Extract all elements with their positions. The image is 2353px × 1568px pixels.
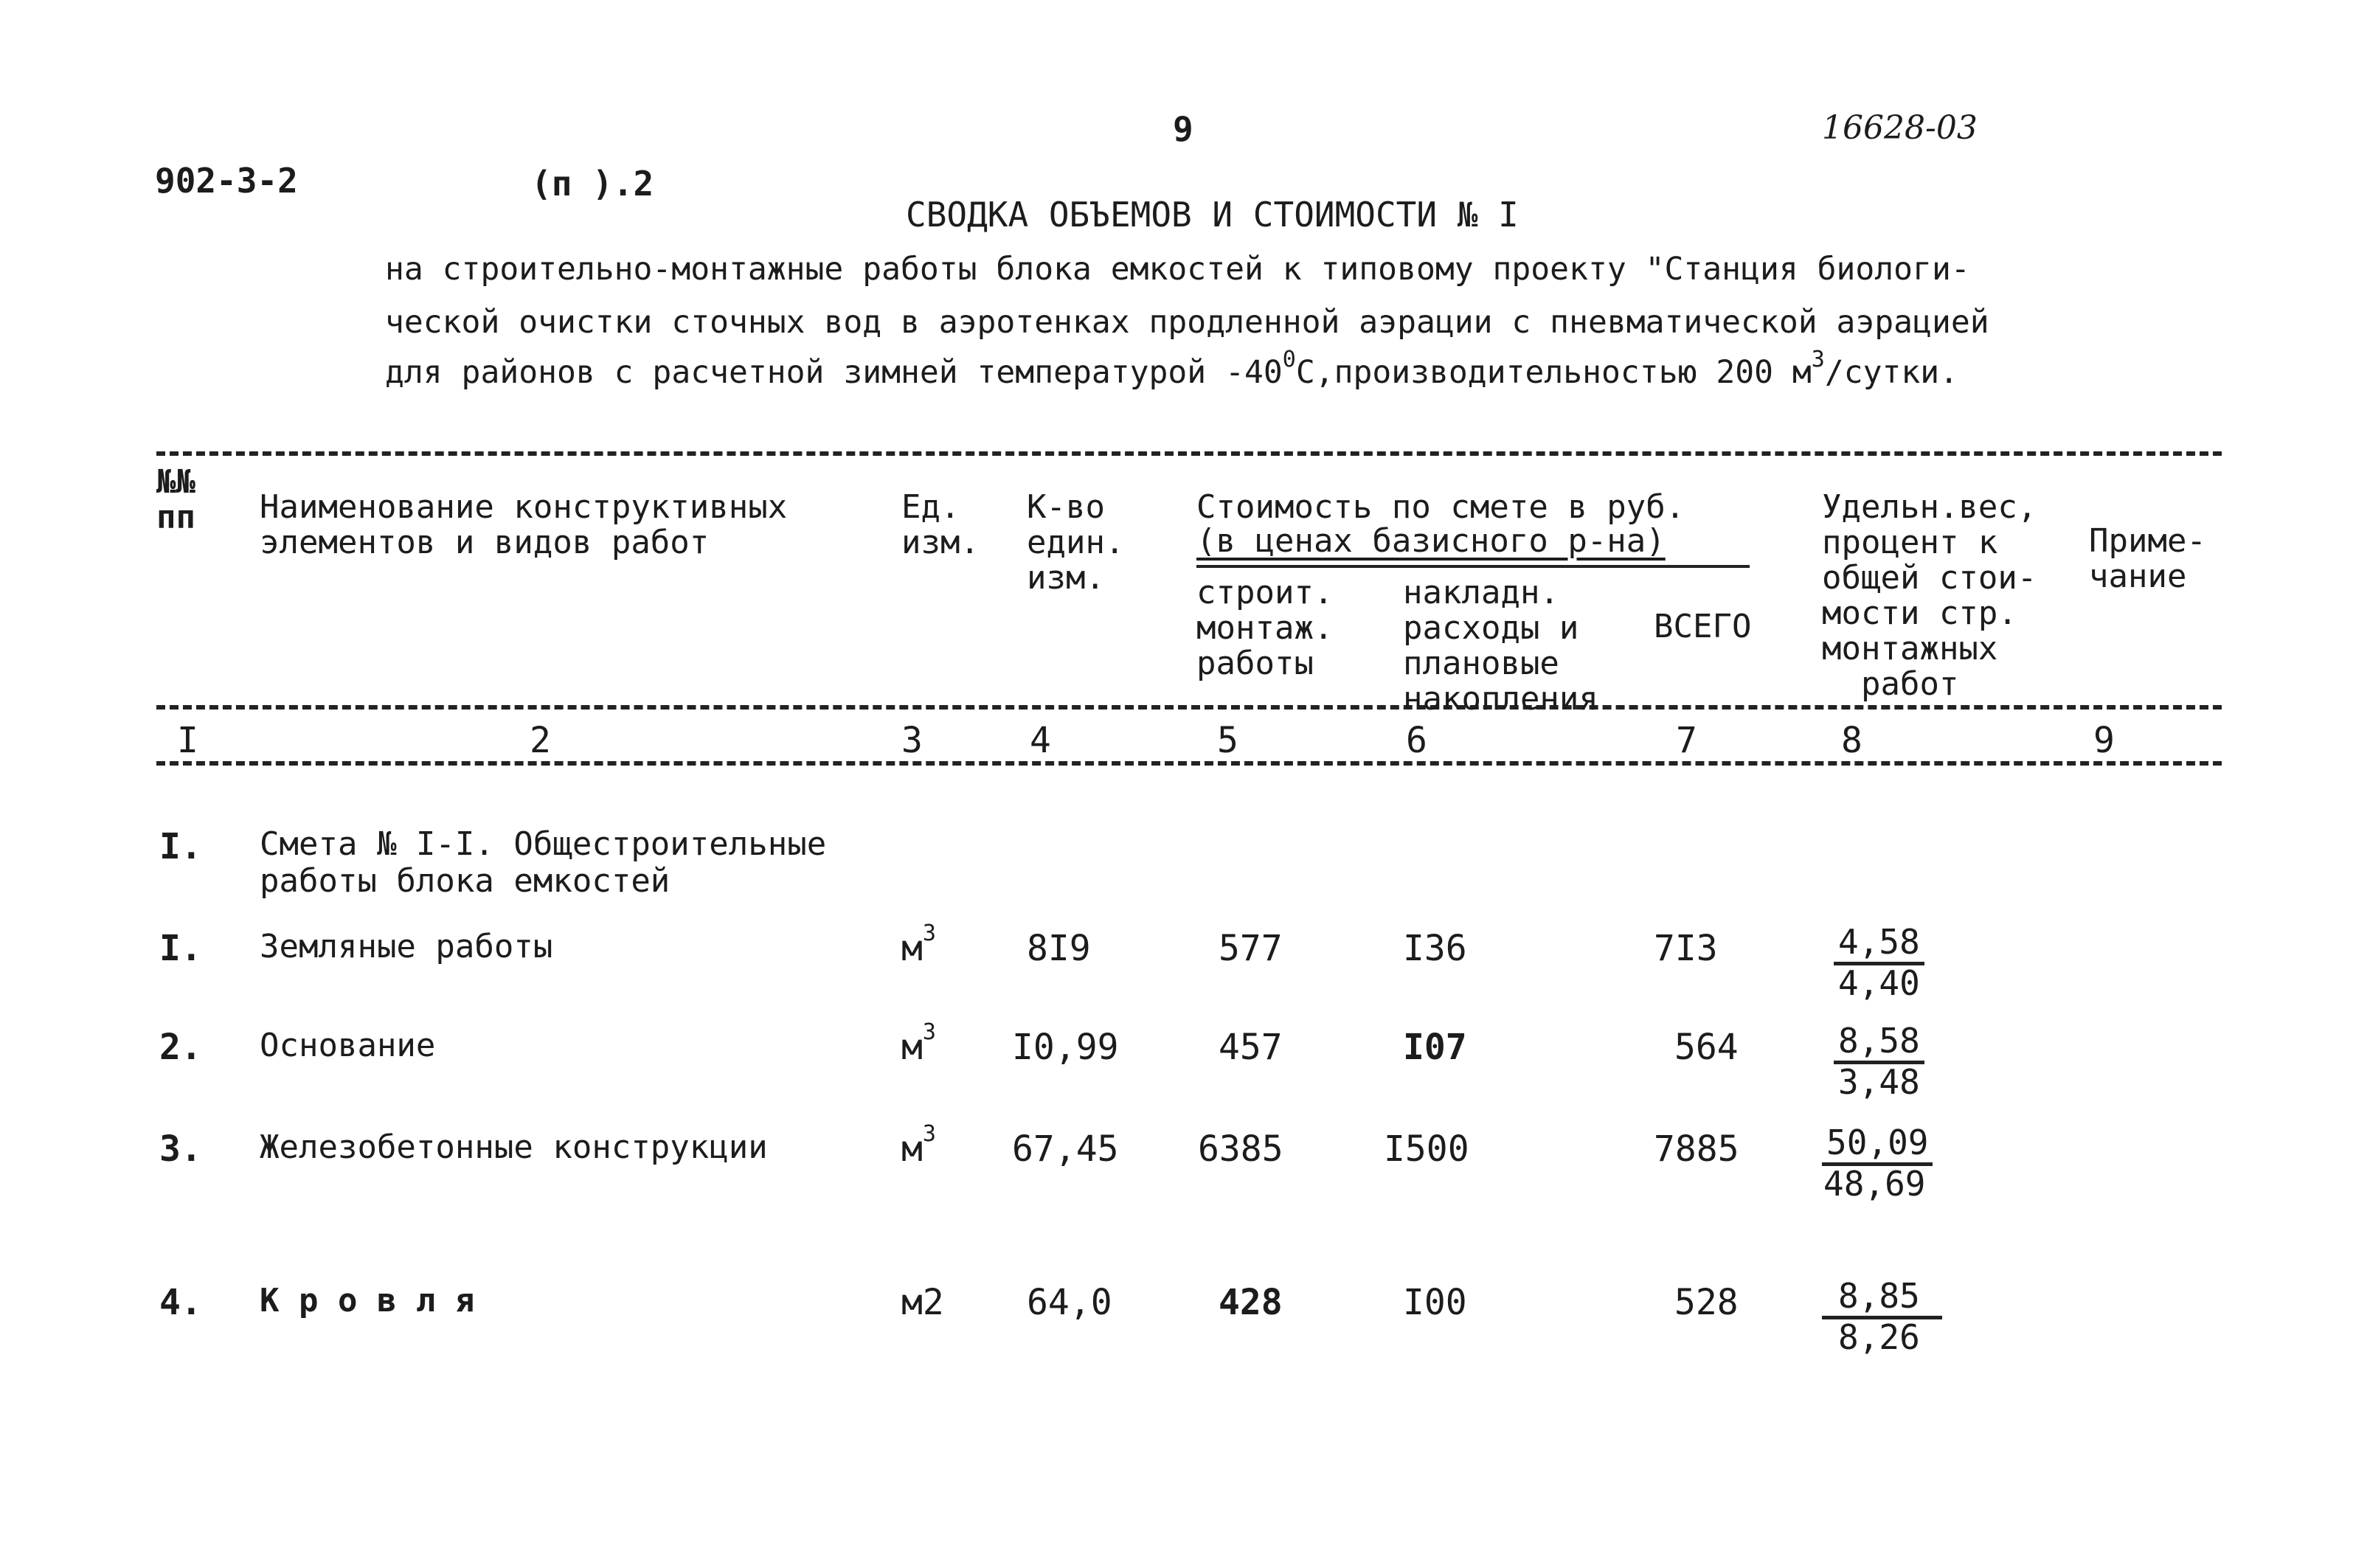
row-total: 7885 — [1654, 1128, 1739, 1170]
row-share-top: 8,85 — [1822, 1276, 1942, 1319]
title-line-1: на строительно-монтажные работы блока емкостей к типовому проекту "Станция биологи- — [385, 251, 1970, 288]
column-number-7: 7 — [1676, 720, 1697, 761]
col-header-cost-group: Стоимость по смете в руб. — [1196, 488, 1685, 526]
row-share-bottom: 4,40 — [1838, 963, 1920, 1003]
column-number-1: I — [177, 720, 198, 761]
title-line-2: ческой очистки сточных вод в аэротенках продленной аэрации с пневматической аэрацией — [385, 304, 1989, 341]
row-quantity: 64,0 — [1027, 1282, 1112, 1323]
row-unit: м2 — [901, 1282, 944, 1323]
document-title: СВОДКА ОБЪЕМОВ И СТОИМОСТИ № I — [906, 195, 1519, 235]
column-number-9: 9 — [2093, 720, 2115, 761]
title-line-3: для районов с расчетной зимней температурой $-40^0С,производительностью$ 200 $м^3$/сутки. — [385, 347, 1959, 391]
row-share-bottom: 3,48 — [1838, 1062, 1920, 1102]
row-overhead: I07 — [1403, 1027, 1467, 1068]
column-number-2: 2 — [530, 720, 551, 761]
row-share-bottom: 8,26 — [1838, 1317, 1920, 1357]
row-overhead: I500 — [1384, 1128, 1469, 1170]
col-header-name: Наименование конструктивных элементов и видов работ — [260, 488, 788, 561]
col-header-quantity: К-во един. изм. — [1027, 488, 1125, 597]
row-share-top: 50,09 — [1822, 1123, 1933, 1166]
page-number: 9 — [1173, 109, 1193, 149]
row-number: I. — [159, 928, 202, 969]
row-quantity: I0,99 — [1012, 1027, 1119, 1068]
col-header-overhead: накладн. расходы и плановые накопления — [1403, 574, 1598, 718]
column-number-4: 4 — [1030, 720, 1051, 761]
col-header-total: ВСЕГО — [1654, 608, 1752, 645]
row-total: 7I3 — [1654, 928, 1718, 969]
row-quantity: 67,45 — [1012, 1128, 1119, 1170]
row-smr-cost: 577 — [1219, 928, 1283, 969]
section-number: I. — [159, 826, 202, 867]
project-code: 902-3-2 — [155, 161, 298, 201]
row-name: Земляные работы — [260, 928, 553, 965]
row-share-top: 4,58 — [1834, 922, 1924, 965]
column-number-8: 8 — [1841, 720, 1862, 761]
row-number: 2. — [159, 1027, 202, 1068]
row-smr-cost: 428 — [1219, 1282, 1283, 1323]
row-smr-cost: 457 — [1219, 1027, 1283, 1068]
header-bottom-rule — [156, 705, 2222, 710]
column-number-3: 3 — [901, 720, 923, 761]
section-title: Смета № I-I. Общестроительные работы блока емкостей — [260, 825, 827, 900]
row-number: 3. — [159, 1128, 202, 1170]
row-share-bottom: 48,69 — [1823, 1164, 1926, 1204]
row-name: Железобетонные конструкции — [260, 1128, 768, 1166]
col-header-unit: Ед. изм. — [901, 488, 980, 561]
row-overhead: I36 — [1403, 928, 1467, 969]
row-unit: $м^3$ — [901, 920, 936, 969]
row-smr-cost: 6385 — [1198, 1128, 1283, 1170]
col-header-number: №№ пп — [156, 463, 195, 536]
album-label: (п ).2 — [531, 164, 654, 204]
row-name: Основание — [260, 1027, 436, 1064]
row-unit: $м^3$ — [901, 1019, 936, 1068]
column-number-5: 5 — [1217, 720, 1238, 761]
col-header-note: Приме- чание — [2089, 522, 2206, 595]
col-header-cost-basis: (в ценах базисного р-на) — [1196, 522, 1666, 560]
row-overhead: I00 — [1403, 1282, 1467, 1323]
row-name: К р о в л я — [260, 1282, 475, 1319]
row-share-top: 8,58 — [1834, 1021, 1924, 1064]
row-total: 564 — [1674, 1027, 1739, 1068]
col-header-smr: строит. монтаж. работы — [1196, 574, 1334, 682]
column-number-6: 6 — [1406, 720, 1427, 761]
col-header-share: Удельн.вес, процент к общей стои- мости стр. монтажных работ — [1822, 488, 2037, 703]
cost-group-rule — [1196, 565, 1750, 568]
row-number: 4. — [159, 1282, 202, 1323]
column-numbers-rule — [156, 761, 2222, 766]
archive-number: 16628-03 — [1822, 109, 1978, 147]
table-top-rule — [156, 451, 2222, 456]
row-unit: $м^3$ — [901, 1121, 936, 1170]
row-quantity: 8I9 — [1027, 928, 1091, 969]
row-total: 528 — [1674, 1282, 1739, 1323]
